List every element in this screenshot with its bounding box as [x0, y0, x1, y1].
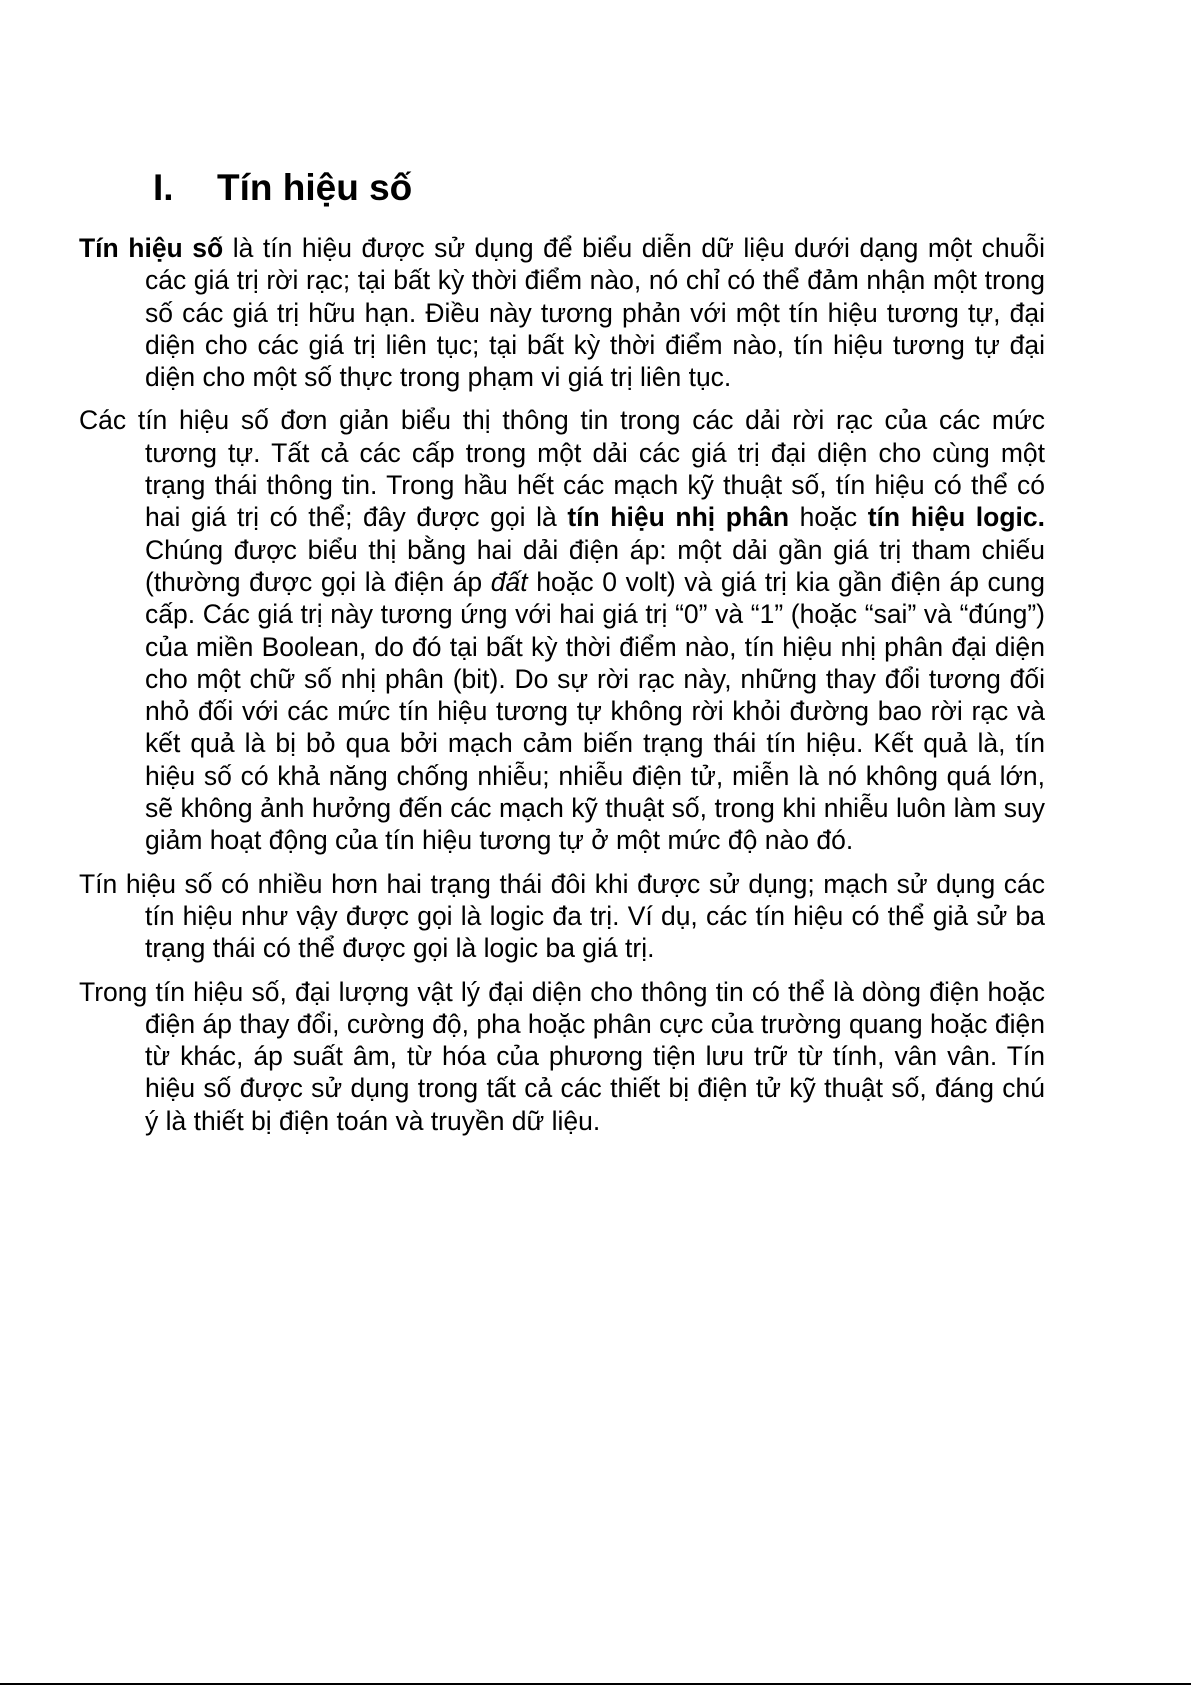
paragraph-text: Trong tín hiệu số, đại lượng vật lý đại diện cho thông tin có thể là dòng điện hoặc điện áp thay đổi, cường độ, pha hoặc phân cực của trường quang hoặc điện từ khác, áp suất âm, từ hóa của phương tiện lưu trữ từ tính, vân vân. Tín hiệu số được sử dụng trong tất cả các thiết bị điện tử kỹ thuật số, đáng chú ý là thiết bị điện toán và truyền dữ liệu.	[79, 976, 1045, 1136]
paragraph-definition	[79, 232, 1045, 393]
term-binary-signal: tín hiệu nhị phân	[567, 502, 790, 533]
paragraph-text: hoặc 0 volt) và giá trị kia gần điện áp cung cấp. Các giá trị này tương ứng với hai giá trị “0” và “1” (hoặc “sai” và “đúng”) của miền Boolean, do đó tại bất kỳ thời điểm nào, tín hiệu nhị phân đại diện cho một chữ số nhị phân (bit). Do sự rời rạc này, những thay đổi tương đối nhỏ đối với các mức tín hiệu tương tự không rời khỏi đường bao rời rạc và kết quả là bị bỏ qua bởi mạch cảm biến trạng thái tín hiệu. Kết quả là, tín hiệu số có khả năng chống nhiễu; nhiễu điện tử, miễn là nó không quá lớn, sẽ không ảnh hưởng đến các mạch kỹ thuật số, trong khi nhiễu luôn làm suy giảm hoạt động của tín hiệu tương tự ở một mức độ nào đó.	[145, 566, 1046, 856]
paragraph-binary-signals	[79, 404, 1045, 856]
paragraph-text: hoặc	[789, 502, 868, 533]
term-logic-signal: tín hiệu logic.	[867, 502, 1045, 533]
section-title: Tín hiệu số	[217, 167, 413, 208]
section-number: I.	[153, 167, 174, 208]
paragraph-text: là tín hiệu được sử dụng để biểu diễn dữ liệu dưới dạng một chuỗi các giá trị rời rạc; tại bất kỳ thời điểm nào, nó chỉ có thể đảm nhận một trong số các giá trị hữu hạn. Điều này tương phản với một tín hiệu tương tự, đại diện cho các giá trị liên tục; tại bất kỳ thời điểm nào, tín hiệu tương tự đại diện cho một số thực trong phạm vi giá trị liên tục.	[145, 233, 1045, 393]
document-body	[79, 232, 1045, 1148]
paragraph-multivalued-logic	[79, 868, 1045, 965]
paragraph-physical-quantity	[79, 976, 1045, 1137]
paragraph-text: Tín hiệu số có nhiều hơn hai trạng thái đôi khi được sử dụng; mạch sử dụng các tín hiệu như vậy được gọi là logic đa trị. Ví dụ, các tín hiệu có thể giả sử ba trạng thái có thể được gọi là logic ba giá trị.	[79, 868, 1045, 964]
paragraph-text: Các tín hiệu số đơn giản biểu thị thông tin trong các dải rời rạc của các mức tương tự. Tất cả các cấp trong một dải các giá trị đại diện cho cùng một trạng thái thông tin. Trong hầu hết các mạch kỹ thuật số, tín hiệu có thể có hai giá trị có thể; đây được gọi là	[79, 405, 1045, 533]
term-digital-signal: Tín hiệu số	[79, 233, 224, 263]
section-heading	[153, 166, 412, 210]
term-ground: đất	[490, 566, 528, 597]
paragraph-text: Chúng được biểu thị bằng hai dải điện áp: một dải gần giá trị tham chiếu (thường được gọi là điện áp	[145, 534, 1045, 597]
